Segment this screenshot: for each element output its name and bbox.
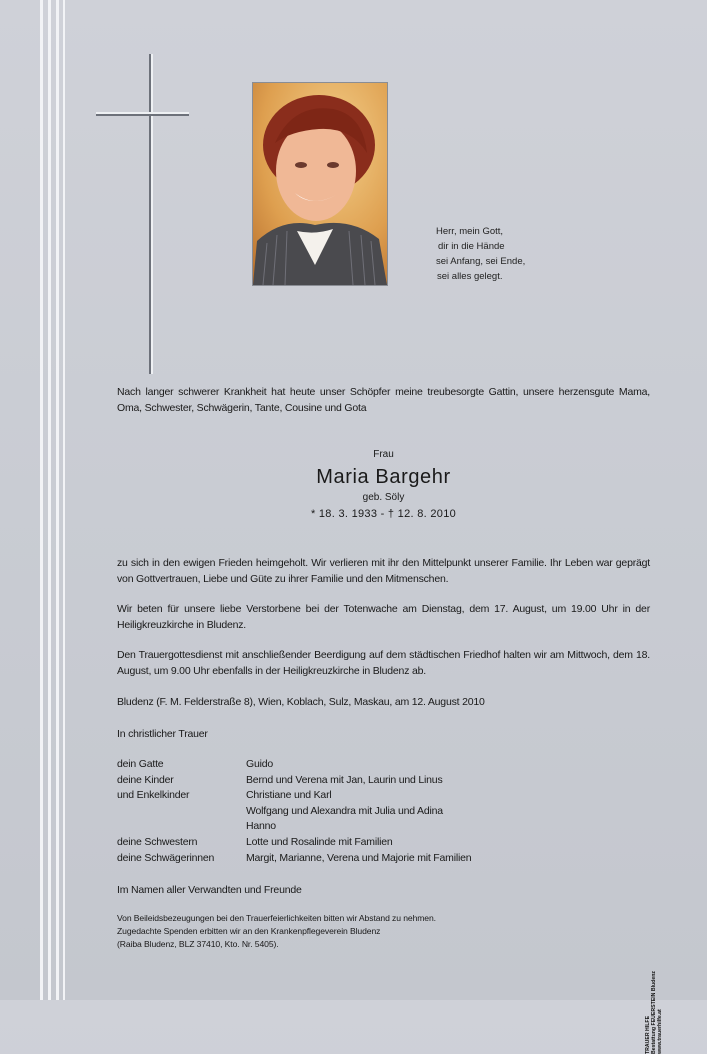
relative-role: und Enkelkinder [117,789,190,802]
relative-role: deine Kinder [117,773,174,786]
logo-line: TRAUER HILFE [645,1015,651,1054]
list-item [117,788,471,804]
logo-line: Bestattung FEUERSTEIN Bludenz [651,970,657,1054]
funeral-home-logo [645,872,681,1054]
list-item [117,819,471,835]
list-item [117,851,471,867]
relative-names: Wolfgang und Alexandra mit Julia und Adina [246,804,443,817]
notice-line: Zugedachte Spenden erbitten wir an den Krankenpflegeverein Bludenz [117,926,381,936]
life-dates: * 18. 3. 1933 - † 12. 8. 2010 [310,508,457,520]
cross-icon [96,54,191,374]
paragraph-funeral: Den Trauergottesdienst mit anschließender Beerdigung auf dem städtischen Friedhof halten wir am Mittwoch, dem 18. August, um 9.00 Uhr ebenfalls in der Heiligkreuzkirche in Bludenz ab. [117,649,650,677]
birth-name: geb. Söly [362,492,405,503]
notice-line: Von Beileidsbezeugungen bei den Trauerfeierlichkeiten bitten wir Abstand zu nehmen. [117,913,436,923]
relative-role: deine Schwägerinnen [117,851,215,864]
relative-role [117,804,246,820]
logo-line: www.trauerhilfe.at [657,1009,663,1054]
salutation: Frau [373,449,394,460]
mourning-line: In christlicher Trauer [117,728,208,740]
verse-line: sei alles gelegt. [437,271,503,282]
relative-role: dein Gatte [117,758,164,770]
relative-role [117,819,246,835]
relative-names: Lotte und Rosalinde mit Familien [246,835,393,848]
list-item [117,773,471,789]
donation-notice [117,912,436,951]
deceased-name: Maria Bargehr [316,466,451,488]
relative-role: deine Schwestern [117,835,198,848]
decorative-stripes [40,0,68,1000]
relative-names: Margit, Marianne, Verena und Majorie mit Familien [246,851,472,864]
relative-names: Christiane und Karl [246,789,332,802]
portrait-photo [252,82,388,286]
relative-names: Hanno [246,820,276,833]
list-item [117,757,471,773]
intro-paragraph: Nach langer schwerer Krankheit hat heute unser Schöpfer meine treubesorgte Gattin, unsere herzensgute Mama, Oma, Schwester, Schwägerin, Tante, Cousine und Gota [117,386,650,414]
verse-line: Herr, mein Gott, [436,226,504,237]
relatives-list [117,757,471,866]
list-item [117,835,471,851]
verse [436,224,525,284]
place-date: Bludenz (F. M. Felderstraße 8), Wien, Koblach, Sulz, Maskau, am 12. August 2010 [117,696,485,708]
relative-names: Bernd und Verena mit Jan, Laurin und Linus [246,773,443,786]
list-item [117,804,471,820]
notice-line: (Raiba Bludenz, BLZ 37410, Kto. Nr. 5405). [117,939,279,949]
verse-line: sei Anfang, sei Ende, [436,256,526,267]
verse-line: dir in die Hände [438,241,505,252]
paragraph-life: zu sich in den ewigen Frieden heimgeholt. Wir verlieren mit ihr den Mittelpunkt unserer Familie. Ihr Leben war geprägt von Gottvertrauen, Liebe und Güte zu ihrer Familie und den Mitmenschen. [117,557,650,585]
relative-names: Guido [246,758,274,770]
closing-line: Im Namen aller Verwandten und Freunde [117,884,302,896]
paragraph-wake: Wir beten für unsere liebe Verstorbene bei der Totenwache am Dienstag, dem 17. August, um 19.00 Uhr in der Heiligkreuzkirche in Bludenz. [117,603,650,631]
